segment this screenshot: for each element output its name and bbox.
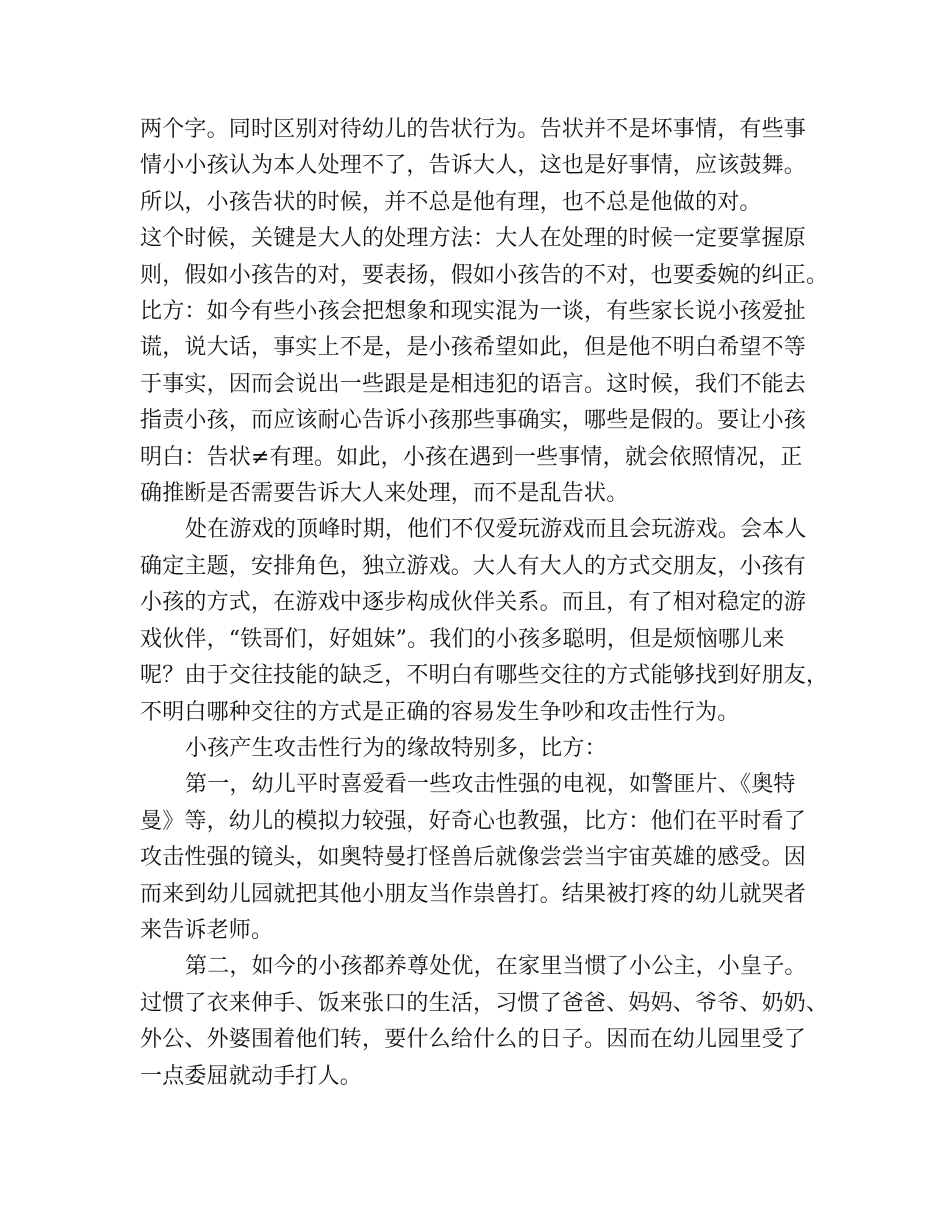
text-line: 呢？由于交往技能的缺乏，不明白有哪些交往的方式能够找到好朋友，	[140, 663, 829, 689]
text-line: 确定主题，安排角色，独立游戏。大人有大人的方式交朋友，小孩有	[140, 553, 807, 579]
text-line: 指责小孩，而应该耐心告诉小孩那些事确实，哪些是假的。要让小孩	[140, 408, 807, 434]
text-line: 一点委屈就动手打人。	[140, 1063, 363, 1089]
text-line: 戏伙伴，“铁哥们，好姐妹”。我们的小孩多聪明，但是烦恼哪儿来	[140, 626, 785, 652]
text-line: 外公、外婆围着他们转，要什么给什么的日子。因而在幼儿园里受了	[140, 1027, 807, 1053]
text-line: 小孩产生攻击性行为的缘故特别多，比方：	[185, 735, 607, 761]
text-line: 小孩的方式，在游戏中逐步构成伙伴关系。而且，有了相对稳定的游	[140, 590, 807, 616]
text-line: 第一，幼儿平时喜爱看一些攻击性强的电视，如警匪片、《奥特	[185, 772, 796, 798]
text-line: 确推断是否需要告诉大人来处理，而不是乱告状。	[140, 481, 629, 507]
text-line: 这个时候，关键是大人的处理方法：大人在处理的时候一定要掌握原	[140, 226, 807, 252]
text-line: 攻击性强的镜头，如奥特曼打怪兽后就像尝尝当宇宙英雄的感受。因	[140, 845, 807, 871]
text-line: 而来到幼儿园就把其他小朋友当作祟兽打。结果被打疼的幼儿就哭者	[140, 881, 807, 907]
text-line: 则，假如小孩告的对，要表扬，假如小孩告的不对，也要委婉的纠正。	[140, 262, 829, 288]
text-line: 两个字。同时区别对待幼儿的告状行为。告状并不是坏事情，有些事	[140, 117, 807, 142]
text-line: 于事实，因而会说出一些跟是是相违犯的语言。这时候，我们不能去	[140, 371, 807, 397]
body-text	[140, 112, 832, 1095]
text-line: 明白：告状≠有理。如此，小孩在遇到一些事情，就会依照情况，正	[140, 444, 803, 470]
text-line: 不明白哪种交往的方式是正确的容易发生争吵和攻击性行为。	[140, 699, 740, 725]
text-line: 比方：如今有些小孩会把想象和现实混为一谈，有些家长说小孩爱扯	[140, 299, 807, 325]
text-line: 谎，说大话，事实上不是，是小孩希望如此，但是他不明白希望不等	[140, 335, 807, 361]
text-line: 第二，如今的小孩都养尊处优，在家里当惯了小公主，小皇子。	[185, 954, 807, 980]
text-line: 所以，小孩告状的时候，并不总是他有理，也不总是他做的对。	[140, 189, 762, 215]
text-line: 曼》等，幼儿的模拟力较强，好奇心也教强，比方：他们在平时看了	[140, 808, 807, 834]
text-line: 处在游戏的顶峰时期，他们不仅爱玩游戏而且会玩游戏。会本人	[185, 517, 807, 543]
text-line: 来告诉老师。	[140, 917, 274, 943]
text-line: 过惯了衣来伸手、饭来张口的生活，习惯了爸爸、妈妈、爷爷、奶奶、	[140, 990, 829, 1016]
text-line: 情小小孩认为本人处理不了，告诉大人，这也是好事情，应该鼓舞。	[140, 153, 807, 179]
